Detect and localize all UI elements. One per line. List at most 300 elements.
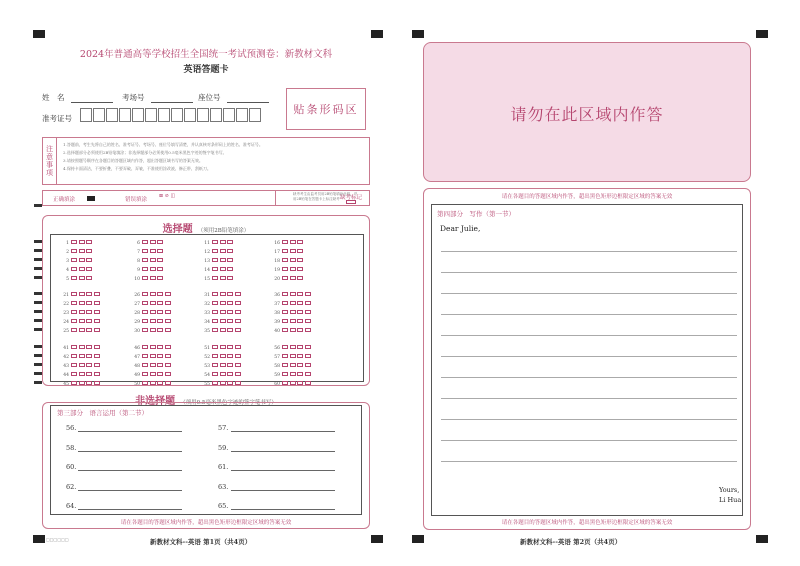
question-34[interactable]: [201, 319, 242, 325]
absent-checkbox[interactable]: [346, 200, 356, 204]
question-47[interactable]: [131, 354, 172, 360]
bubble-B[interactable]: [220, 240, 226, 244]
bubble-C[interactable]: [86, 381, 92, 385]
bubble-B[interactable]: [79, 267, 85, 271]
bubble-A[interactable]: [142, 292, 148, 296]
bubble-A[interactable]: [71, 267, 77, 271]
bubble-C[interactable]: [297, 276, 303, 280]
bubble-D[interactable]: [165, 372, 171, 376]
bubble-D[interactable]: [235, 301, 241, 305]
bubble-D[interactable]: [235, 345, 241, 349]
answer-line-65[interactable]: [231, 509, 335, 510]
answer-line-57[interactable]: [231, 431, 335, 432]
bubble-D[interactable]: [94, 328, 100, 332]
bubble-D[interactable]: [165, 354, 171, 358]
question-58[interactable]: [271, 363, 312, 369]
bubble-A[interactable]: [282, 249, 288, 253]
question-48[interactable]: [131, 363, 172, 369]
question-21[interactable]: [60, 292, 101, 298]
answer-line-59[interactable]: [231, 451, 335, 452]
bubble-A[interactable]: [142, 381, 148, 385]
bubble-A[interactable]: [142, 372, 148, 376]
bubble-C[interactable]: [297, 328, 303, 332]
bubble-B[interactable]: [290, 267, 296, 271]
bubble-B[interactable]: [220, 363, 226, 367]
bubble-B[interactable]: [79, 354, 85, 358]
bubble-B[interactable]: [79, 249, 85, 253]
bubble-B[interactable]: [150, 258, 156, 262]
bubble-B[interactable]: [220, 381, 226, 385]
bubble-A[interactable]: [71, 328, 77, 332]
bubble-B[interactable]: [220, 301, 226, 305]
bubble-C[interactable]: [297, 267, 303, 271]
question-10[interactable]: [131, 276, 165, 282]
question-60[interactable]: [271, 381, 312, 387]
answer-line-62[interactable]: [78, 490, 182, 491]
question-19[interactable]: [271, 267, 305, 273]
question-28[interactable]: [131, 310, 172, 316]
bubble-C[interactable]: [86, 249, 92, 253]
question-51[interactable]: [201, 345, 242, 351]
bubble-D[interactable]: [305, 345, 311, 349]
bubble-B[interactable]: [150, 354, 156, 358]
bubble-C[interactable]: [297, 258, 303, 262]
bubble-B[interactable]: [79, 363, 85, 367]
bubble-A[interactable]: [71, 258, 77, 262]
bubble-A[interactable]: [282, 354, 288, 358]
bubble-A[interactable]: [282, 292, 288, 296]
bubble-D[interactable]: [235, 319, 241, 323]
bubble-C[interactable]: [297, 310, 303, 314]
question-7[interactable]: [131, 249, 165, 255]
name-field[interactable]: [71, 94, 113, 103]
writing-line[interactable]: [441, 335, 737, 336]
bubble-B[interactable]: [290, 301, 296, 305]
bubble-B[interactable]: [290, 292, 296, 296]
bubble-C[interactable]: [297, 249, 303, 253]
bubble-A[interactable]: [142, 310, 148, 314]
bubble-D[interactable]: [235, 292, 241, 296]
bubble-D[interactable]: [94, 310, 100, 314]
bubble-C[interactable]: [227, 345, 233, 349]
bubble-B[interactable]: [79, 240, 85, 244]
question-35[interactable]: [201, 328, 242, 334]
bubble-A[interactable]: [282, 319, 288, 323]
bubble-C[interactable]: [227, 276, 233, 280]
bubble-A[interactable]: [212, 363, 218, 367]
answer-line-61[interactable]: [231, 470, 335, 471]
question-11[interactable]: [201, 240, 235, 246]
bubble-A[interactable]: [212, 345, 218, 349]
bubble-C[interactable]: [227, 258, 233, 262]
bubble-A[interactable]: [71, 240, 77, 244]
bubble-A[interactable]: [282, 276, 288, 280]
bubble-B[interactable]: [290, 276, 296, 280]
bubble-D[interactable]: [235, 328, 241, 332]
bubble-D[interactable]: [94, 319, 100, 323]
question-55[interactable]: [201, 381, 242, 387]
question-57[interactable]: [271, 354, 312, 360]
question-23[interactable]: [60, 310, 101, 316]
question-32[interactable]: [201, 301, 242, 307]
bubble-C[interactable]: [86, 345, 92, 349]
bubble-B[interactable]: [220, 258, 226, 262]
bubble-B[interactable]: [220, 319, 226, 323]
bubble-C[interactable]: [157, 381, 163, 385]
answer-line-63[interactable]: [231, 490, 335, 491]
bubble-D[interactable]: [305, 301, 311, 305]
question-31[interactable]: [201, 292, 242, 298]
bubble-A[interactable]: [212, 267, 218, 271]
bubble-C[interactable]: [86, 292, 92, 296]
bubble-A[interactable]: [212, 292, 218, 296]
bubble-A[interactable]: [212, 240, 218, 244]
bubble-B[interactable]: [290, 328, 296, 332]
bubble-B[interactable]: [220, 310, 226, 314]
bubble-B[interactable]: [150, 345, 156, 349]
bubble-D[interactable]: [94, 345, 100, 349]
bubble-D[interactable]: [235, 310, 241, 314]
bubble-B[interactable]: [79, 381, 85, 385]
writing-line[interactable]: [441, 377, 737, 378]
bubble-A[interactable]: [142, 363, 148, 367]
question-18[interactable]: [271, 258, 305, 264]
bubble-C[interactable]: [227, 301, 233, 305]
bubble-C[interactable]: [86, 372, 92, 376]
bubble-B[interactable]: [220, 276, 226, 280]
bubble-D[interactable]: [94, 363, 100, 367]
answer-line-58[interactable]: [78, 451, 182, 452]
bubble-D[interactable]: [165, 363, 171, 367]
question-37[interactable]: [271, 301, 312, 307]
question-20[interactable]: [271, 276, 305, 282]
bubble-B[interactable]: [150, 319, 156, 323]
bubble-C[interactable]: [157, 249, 163, 253]
bubble-C[interactable]: [157, 267, 163, 271]
question-27[interactable]: [131, 301, 172, 307]
seat-field[interactable]: [227, 94, 269, 103]
bubble-B[interactable]: [150, 301, 156, 305]
question-22[interactable]: [60, 301, 101, 307]
question-56[interactable]: [271, 345, 312, 351]
bubble-C[interactable]: [227, 381, 233, 385]
bubble-A[interactable]: [282, 328, 288, 332]
bubble-D[interactable]: [165, 328, 171, 332]
bubble-C[interactable]: [157, 292, 163, 296]
question-43[interactable]: [60, 363, 101, 369]
bubble-B[interactable]: [290, 319, 296, 323]
bubble-D[interactable]: [235, 372, 241, 376]
bubble-D[interactable]: [165, 292, 171, 296]
bubble-C[interactable]: [86, 328, 92, 332]
bubble-C[interactable]: [297, 363, 303, 367]
writing-line[interactable]: [441, 314, 737, 315]
bubble-B[interactable]: [290, 310, 296, 314]
bubble-C[interactable]: [227, 267, 233, 271]
bubble-C[interactable]: [297, 319, 303, 323]
bubble-B[interactable]: [79, 310, 85, 314]
bubble-B[interactable]: [220, 249, 226, 253]
question-17[interactable]: [271, 249, 305, 255]
bubble-B[interactable]: [220, 354, 226, 358]
question-2[interactable]: [60, 249, 94, 255]
bubble-C[interactable]: [157, 372, 163, 376]
bubble-C[interactable]: [227, 354, 233, 358]
bubble-C[interactable]: [157, 328, 163, 332]
question-14[interactable]: [201, 267, 235, 273]
bubble-A[interactable]: [71, 345, 77, 349]
question-12[interactable]: [201, 249, 235, 255]
writing-line[interactable]: [441, 419, 737, 420]
bubble-D[interactable]: [165, 301, 171, 305]
question-49[interactable]: [131, 372, 172, 378]
question-25[interactable]: [60, 328, 101, 334]
bubble-D[interactable]: [305, 292, 311, 296]
exam-no-boxes[interactable]: [80, 108, 270, 124]
bubble-A[interactable]: [142, 301, 148, 305]
question-33[interactable]: [201, 310, 242, 316]
bubble-D[interactable]: [94, 292, 100, 296]
bubble-A[interactable]: [71, 301, 77, 305]
bubble-B[interactable]: [79, 301, 85, 305]
question-4[interactable]: [60, 267, 94, 273]
bubble-C[interactable]: [227, 292, 233, 296]
question-45[interactable]: [60, 381, 101, 387]
bubble-A[interactable]: [71, 363, 77, 367]
bubble-A[interactable]: [71, 292, 77, 296]
question-39[interactable]: [271, 319, 312, 325]
bubble-A[interactable]: [142, 328, 148, 332]
bubble-D[interactable]: [165, 381, 171, 385]
bubble-B[interactable]: [150, 267, 156, 271]
bubble-A[interactable]: [142, 319, 148, 323]
bubble-A[interactable]: [212, 258, 218, 262]
bubble-D[interactable]: [94, 354, 100, 358]
question-8[interactable]: [131, 258, 165, 264]
bubble-A[interactable]: [212, 276, 218, 280]
answer-line-56[interactable]: [78, 431, 182, 432]
bubble-A[interactable]: [282, 363, 288, 367]
bubble-B[interactable]: [290, 249, 296, 253]
writing-line[interactable]: [441, 398, 737, 399]
question-50[interactable]: [131, 381, 172, 387]
bubble-B[interactable]: [150, 372, 156, 376]
bubble-A[interactable]: [282, 267, 288, 271]
bubble-C[interactable]: [297, 301, 303, 305]
bubble-C[interactable]: [297, 345, 303, 349]
bubble-C[interactable]: [297, 381, 303, 385]
bubble-D[interactable]: [305, 372, 311, 376]
bubble-C[interactable]: [157, 301, 163, 305]
bubble-C[interactable]: [86, 319, 92, 323]
bubble-A[interactable]: [142, 276, 148, 280]
bubble-B[interactable]: [290, 381, 296, 385]
question-3[interactable]: [60, 258, 94, 264]
bubble-A[interactable]: [142, 249, 148, 253]
bubble-D[interactable]: [165, 319, 171, 323]
bubble-D[interactable]: [94, 301, 100, 305]
question-26[interactable]: [131, 292, 172, 298]
bubble-B[interactable]: [150, 249, 156, 253]
bubble-C[interactable]: [86, 276, 92, 280]
bubble-B[interactable]: [150, 381, 156, 385]
question-5[interactable]: [60, 276, 94, 282]
bubble-B[interactable]: [150, 328, 156, 332]
question-6[interactable]: [131, 240, 165, 246]
bubble-B[interactable]: [79, 328, 85, 332]
bubble-A[interactable]: [282, 240, 288, 244]
bubble-B[interactable]: [79, 292, 85, 296]
bubble-A[interactable]: [71, 372, 77, 376]
bubble-C[interactable]: [227, 249, 233, 253]
question-9[interactable]: [131, 267, 165, 273]
bubble-D[interactable]: [165, 310, 171, 314]
bubble-C[interactable]: [227, 328, 233, 332]
bubble-A[interactable]: [71, 381, 77, 385]
bubble-C[interactable]: [227, 372, 233, 376]
bubble-C[interactable]: [227, 310, 233, 314]
bubble-A[interactable]: [282, 372, 288, 376]
question-41[interactable]: [60, 345, 101, 351]
bubble-B[interactable]: [150, 240, 156, 244]
bubble-D[interactable]: [305, 310, 311, 314]
writing-line[interactable]: [441, 251, 737, 252]
bubble-D[interactable]: [305, 319, 311, 323]
question-24[interactable]: [60, 319, 101, 325]
question-44[interactable]: [60, 372, 101, 378]
question-59[interactable]: [271, 372, 312, 378]
answer-line-60[interactable]: [78, 470, 182, 471]
bubble-A[interactable]: [71, 249, 77, 253]
bubble-C[interactable]: [86, 267, 92, 271]
bubble-B[interactable]: [290, 354, 296, 358]
writing-line[interactable]: [441, 461, 737, 462]
question-40[interactable]: [271, 328, 312, 334]
question-36[interactable]: [271, 292, 312, 298]
bubble-B[interactable]: [290, 240, 296, 244]
bubble-A[interactable]: [282, 310, 288, 314]
bubble-C[interactable]: [157, 240, 163, 244]
bubble-C[interactable]: [86, 310, 92, 314]
bubble-A[interactable]: [282, 345, 288, 349]
bubble-A[interactable]: [212, 249, 218, 253]
bubble-D[interactable]: [94, 372, 100, 376]
question-46[interactable]: [131, 345, 172, 351]
bubble-C[interactable]: [157, 276, 163, 280]
bubble-D[interactable]: [305, 381, 311, 385]
bubble-A[interactable]: [212, 354, 218, 358]
bubble-D[interactable]: [94, 381, 100, 385]
bubble-C[interactable]: [157, 319, 163, 323]
question-52[interactable]: [201, 354, 242, 360]
bubble-B[interactable]: [79, 258, 85, 262]
bubble-D[interactable]: [305, 354, 311, 358]
bubble-A[interactable]: [282, 301, 288, 305]
question-30[interactable]: [131, 328, 172, 334]
answer-line-64[interactable]: [78, 509, 182, 510]
bubble-C[interactable]: [297, 292, 303, 296]
bubble-C[interactable]: [297, 354, 303, 358]
bubble-B[interactable]: [220, 292, 226, 296]
bubble-C[interactable]: [157, 258, 163, 262]
bubble-C[interactable]: [157, 345, 163, 349]
bubble-D[interactable]: [165, 345, 171, 349]
bubble-A[interactable]: [212, 301, 218, 305]
bubble-A[interactable]: [142, 267, 148, 271]
bubble-A[interactable]: [212, 372, 218, 376]
bubble-C[interactable]: [297, 240, 303, 244]
bubble-D[interactable]: [305, 363, 311, 367]
bubble-C[interactable]: [157, 354, 163, 358]
bubble-A[interactable]: [142, 240, 148, 244]
bubble-D[interactable]: [235, 354, 241, 358]
bubble-B[interactable]: [150, 310, 156, 314]
question-29[interactable]: [131, 319, 172, 325]
bubble-A[interactable]: [71, 276, 77, 280]
bubble-C[interactable]: [157, 363, 163, 367]
bubble-A[interactable]: [212, 319, 218, 323]
bubble-B[interactable]: [150, 363, 156, 367]
bubble-B[interactable]: [79, 345, 85, 349]
bubble-C[interactable]: [86, 363, 92, 367]
bubble-C[interactable]: [227, 319, 233, 323]
question-54[interactable]: [201, 372, 242, 378]
bubble-C[interactable]: [86, 354, 92, 358]
question-42[interactable]: [60, 354, 101, 360]
room-field[interactable]: [151, 94, 193, 103]
bubble-C[interactable]: [86, 301, 92, 305]
bubble-A[interactable]: [212, 381, 218, 385]
bubble-A[interactable]: [282, 258, 288, 262]
question-1[interactable]: [60, 240, 94, 246]
bubble-A[interactable]: [212, 310, 218, 314]
bubble-B[interactable]: [290, 258, 296, 262]
bubble-B[interactable]: [220, 267, 226, 271]
bubble-A[interactable]: [71, 354, 77, 358]
question-38[interactable]: [271, 310, 312, 316]
bubble-B[interactable]: [290, 363, 296, 367]
bubble-B[interactable]: [290, 345, 296, 349]
question-16[interactable]: [271, 240, 305, 246]
bubble-B[interactable]: [220, 328, 226, 332]
writing-line[interactable]: [441, 440, 737, 441]
question-13[interactable]: [201, 258, 235, 264]
bubble-A[interactable]: [142, 345, 148, 349]
bubble-B[interactable]: [220, 372, 226, 376]
bubble-B[interactable]: [79, 319, 85, 323]
bubble-C[interactable]: [86, 240, 92, 244]
bubble-A[interactable]: [212, 328, 218, 332]
writing-line[interactable]: [441, 293, 737, 294]
bubble-D[interactable]: [305, 328, 311, 332]
bubble-A[interactable]: [71, 319, 77, 323]
bubble-C[interactable]: [227, 363, 233, 367]
question-53[interactable]: [201, 363, 242, 369]
bubble-D[interactable]: [235, 363, 241, 367]
bubble-A[interactable]: [71, 310, 77, 314]
bubble-A[interactable]: [282, 381, 288, 385]
bubble-B[interactable]: [290, 372, 296, 376]
bubble-A[interactable]: [142, 354, 148, 358]
bubble-B[interactable]: [79, 276, 85, 280]
question-15[interactable]: [201, 276, 235, 282]
writing-line[interactable]: [441, 272, 737, 273]
bubble-C[interactable]: [227, 240, 233, 244]
bubble-B[interactable]: [79, 372, 85, 376]
bubble-A[interactable]: [142, 258, 148, 262]
bubble-B[interactable]: [150, 292, 156, 296]
bubble-C[interactable]: [86, 258, 92, 262]
